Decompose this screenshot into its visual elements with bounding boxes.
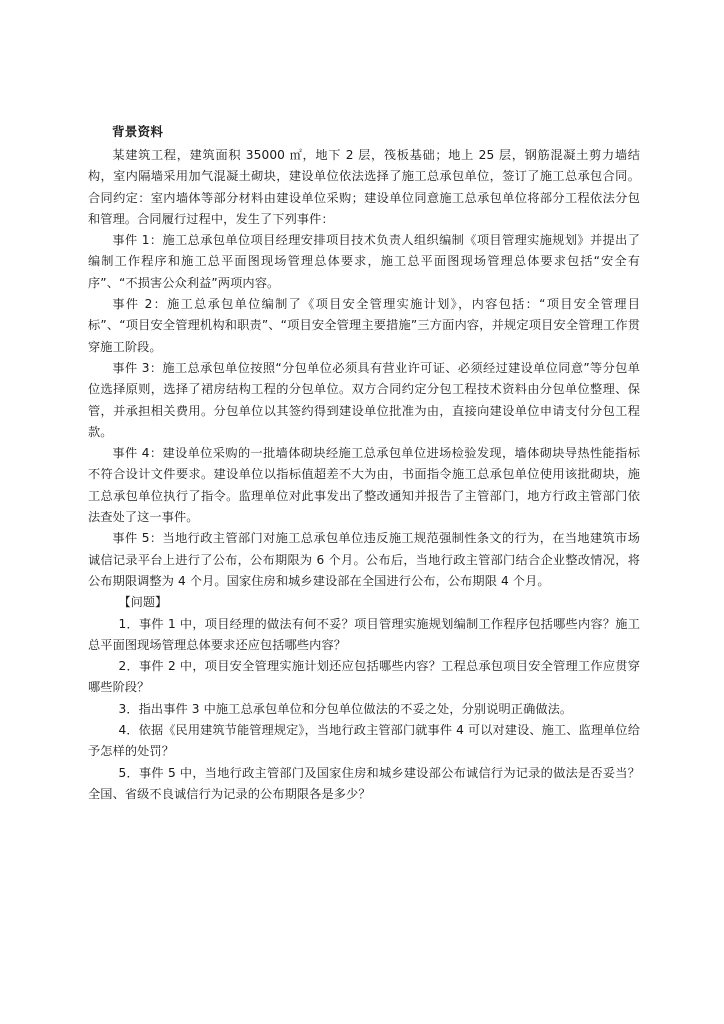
question-3: 3．指出事件 3 中施工总承包单位和分包单位做法的不妥之处，分别说明正确做法。: [118, 701, 573, 716]
question-4: 4．依据《民用建筑节能管理规定》，当地行政主管部门就事件 4 可以对建设、施工、监理单位给予怎样的处罚？: [88, 723, 640, 759]
event-1-paragraph: 事件 1：施工总承包单位项目经理安排项目技术负责人组织编制《项目管理实施规划》并提出了编制工作程序和施工总平面图现场管理总体要求，施工总平面图现场管理总体要求包括“安全有序”、“不损害公众利益”两项内容。: [88, 233, 640, 290]
questions-title: 【问题】: [118, 595, 168, 610]
event-3-paragraph: 事件 3：施工总承包单位按照“分包单位必须具有营业许可证、必须经过建设单位同意”等分包单位选择原则，选择了裙房结构工程的分包单位。双方合同约定分包工程技术资料由分包单位整理、保管，并承担相关费用。分包单位以其签约得到建设单位批准为由，直接向建设单位申请支付分包工程款。: [88, 360, 640, 439]
event-5-paragraph: 事件 5：当地行政主管部门对施工总承包单位违反施工规范强制性条文的行为，在当地建筑市场诚信记录平台上进行了公布，公布期限为 6 个月。公布后，当地行政主管部门结合企业整改情况，将公布期限调整为 4 个月。国家住房和城乡建设部在全国进行公布，公布期限 4 个月。: [88, 531, 640, 588]
event-2-paragraph: 事件 2：施工总承包单位编制了《项目安全管理实施计划》，内容包括：“项目安全管理目标”、“项目安全管理机构和职责”、“项目安全管理主要措施”三方面内容，并规定项目安全管理工作贯穿施工阶段。: [88, 297, 640, 354]
question-2: 2．事件 2 中，项目安全管理实施计划还应包括哪些内容？工程总承包项目安全管理工作应贯穿哪些阶段？: [88, 659, 640, 695]
question-1: 1．事件 1 中，项目经理的做法有何不妥？项目管理实施规划编制工作程序包括哪些内容？施工总平面图现场管理总体要求还应包括哪些内容？: [88, 616, 640, 652]
background-paragraph: 某建筑工程，建筑面积 35000 ㎡，地下 2 层，筏板基础；地上 25 层，钢筋混凝土剪力墙结构，室内隔墙采用加气混凝土砌块，建设单位依法选择了施工总承包单位，签订了施工总承包合同。合同约定：室内墙体等部分材料由建设单位采购；建设单位同意施工总承包单位将部分工程依法分包和管理。合同履行过程中，发生了下列事件：: [88, 148, 640, 226]
section-heading: 背景资料: [112, 124, 164, 139]
question-5: 5．事件 5 中，当地行政主管部门及国家住房和城乡建设部公布诚信行为记录的做法是否妥当？全国、省级不良诚信行为记录的公布期限各是多少？: [88, 765, 640, 801]
event-4-paragraph: 事件 4：建设单位采购的一批墙体砌块经施工总承包单位进场检验发现，墙体砌块导热性能指标不符合设计文件要求。建设单位以指标值超差不大为由，书面指令施工总承包单位使用该批砌块，施工总承包单位执行了指令。监理单位对此事发出了整改通知并报告了主管部门，地方行政主管部门依法查处了这一事件。: [88, 446, 640, 525]
document-body: [88, 122, 640, 805]
